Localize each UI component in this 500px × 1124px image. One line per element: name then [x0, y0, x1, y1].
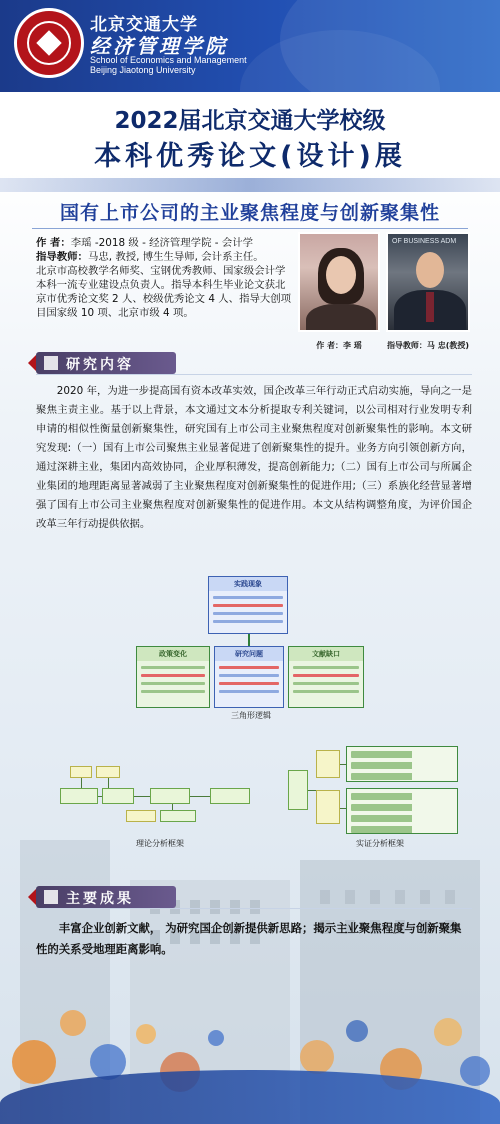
research-text: 2020 年，为进一步提高国有资本改革实效，国企改革三年行动正式启动实施，导向之一是聚焦主责主业。基于以上背景，本文通过文本分析提取专利关键词，以公司相对行业发明专利申请的相似性衡量创新聚集性，研究国有上市公司主业聚焦程度对创新聚集性的影响。本文研究发现:（一）国有上市公司聚焦主业显著促进了创新聚集性的提升。业务方向引领创新方向，通过深耕主业，集团内高效协同，企业厚积薄发，提高创新能力;（二）国有上市公司与所属企业集团的地理距离显著减弱了主业聚焦程度对创新聚集性的促进作用;（三）系族化经营显著增强了国有上市公司主业聚焦程度对创新聚集性的促进作用。本文从结构调整角度，为评价国企改革三年行动提供依据。: [36, 385, 472, 530]
divider: [36, 374, 472, 375]
advisor-label: 指导教师：: [36, 251, 88, 263]
header-band: [0, 0, 500, 92]
advisor-photo: [386, 232, 470, 332]
author-label: 作 者：: [36, 237, 71, 249]
results-text: 丰富企业创新文献， 为研究国企创新提供新思路；揭示主业聚焦程度与创新聚集性的关系受地理距离影响。: [36, 921, 462, 956]
school-name-en: [90, 55, 247, 75]
paper-title: 国有上市公司的主业聚焦程度与创新聚集性: [59, 202, 440, 224]
section-header-research: [36, 352, 176, 374]
diagram-box-left: [136, 646, 210, 708]
diagram-box-label: 文献缺口: [289, 647, 363, 661]
school-en-line2: Beijing Jiaotong University: [90, 65, 196, 75]
decorative-band: [0, 178, 500, 192]
advisor-photo-caption: 指导教师：马 忠(教授): [386, 341, 470, 350]
triangle-logic-diagram: [136, 576, 366, 716]
section-square-icon: [44, 890, 58, 904]
divider: [32, 228, 468, 229]
diagram-box-label: 实践现象: [209, 577, 287, 591]
diagram3-caption: 实证分析框架: [356, 839, 404, 848]
photo-banner-text: OF BUSINESS ADM: [392, 238, 457, 245]
advisor-bio: 北京市高校教学名师奖、宝钢优秀教师、国家级会计学本科一流专业建设点负责人。指导本科生毕业论文获北京市优秀论文奖 2 人、校级优秀论文 4 人、指导大创项目国家级 10 项、北京市级 4 项。: [36, 265, 292, 319]
advisor-line: [36, 250, 292, 264]
school-name: 经济管理学院: [90, 34, 228, 58]
author-photo-caption: 作 者：李 瑶: [316, 341, 362, 350]
diagram-box-center: [214, 646, 284, 708]
exhibition-title-line2: 本科优秀论文(设计)展: [94, 141, 406, 172]
diagram2-caption: 理论分析框架: [136, 839, 184, 848]
section-square-icon: [44, 356, 58, 370]
section-marker-icon: [28, 889, 36, 905]
diagram-box-label: 政策变化: [137, 647, 209, 661]
author-photo: [298, 232, 380, 332]
author-line: [36, 236, 292, 250]
author-value: 李瑶 -2018 级 - 经济管理学院 - 会计学: [70, 237, 253, 249]
university-seal-icon: [14, 8, 84, 78]
section-header-results: [36, 886, 176, 908]
exhibition-title-line1: 2022届北京交通大学校级: [114, 108, 386, 134]
diagram-box-top: [208, 576, 288, 634]
divider: [36, 908, 472, 909]
section-title: 研究内容: [66, 357, 134, 373]
diagram-box-label: 研究问题: [215, 647, 283, 661]
school-en-line1: School of Economics and Management: [90, 55, 247, 65]
advisor-value: 马忠, 教授, 博生生导师, 会计系主任。: [87, 251, 264, 263]
diagram-box-right: [288, 646, 364, 708]
section-title: 主要成果: [66, 891, 134, 907]
university-name: 北京交通大学: [90, 15, 198, 35]
diagram1-caption: 三角形逻辑: [231, 711, 271, 720]
section-marker-icon: [28, 355, 36, 371]
author-info: [36, 236, 292, 320]
